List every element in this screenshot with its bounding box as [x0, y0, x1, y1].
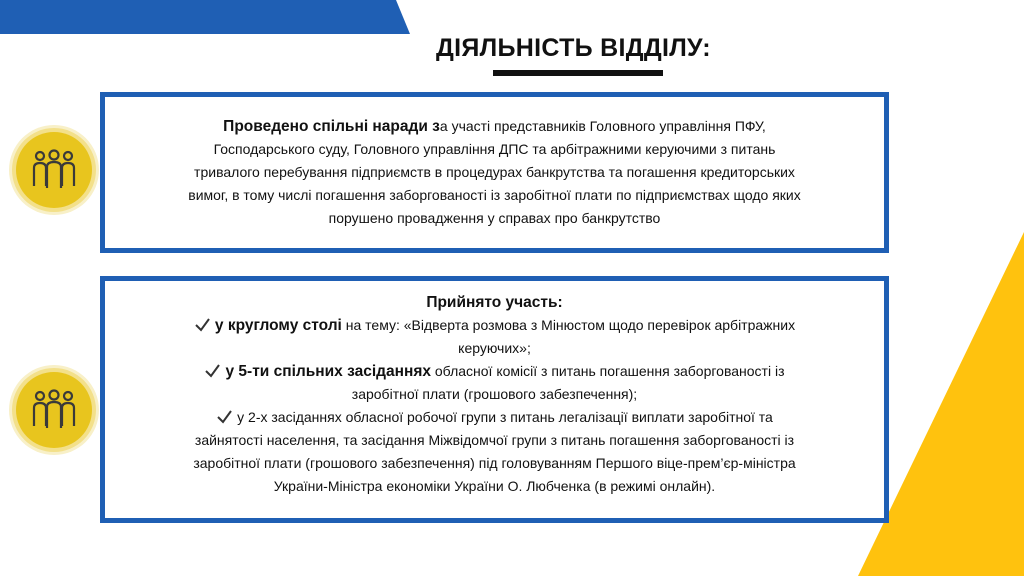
- item-joint-sessions: у 5-ти спільних засіданнях обласної комісії з питань погашення заборгованості із заробітної плати (грошового забезпечення);: [111, 360, 878, 406]
- meetings-lead: Проведено спільні наради з: [223, 118, 440, 135]
- joint-meetings-box: [100, 92, 889, 253]
- item-working-group: у 2-х засіданнях обласної робочої групи з питань легалізації виплати заробітної та зайнятості населення, та засідання Міжвідомчої групи з питань погашення заборгованості із заробітної плати (грошового забезпечення) під головуванням Першого віце-прем’єр-міністра України-Міністра економіки України О. Любченка (в режимі онлайн).: [193, 409, 796, 494]
- top-left-blue-band: [0, 0, 410, 34]
- meetings-text-5: порушено провадження у справах про банкрутство: [328, 210, 661, 226]
- page-title: ДІЯЛЬНІСТЬ ВІДДІЛУ:: [436, 34, 711, 62]
- meetings-text-3: тривалого перебування підприємств в процедурах банкрутства та погашення кредиторських: [194, 164, 795, 180]
- people-group-icon: [16, 132, 92, 208]
- meetings-text-4: вимог, в тому числі погашення заборгованості із заробітної плати по підприємствах щодо яких: [188, 187, 801, 203]
- participation-heading: Прийнято участь:: [426, 294, 563, 311]
- meetings-text-2: Господарського суду, Головного управління ДПС та арбітражними керуючими з питань: [213, 141, 776, 157]
- title-underline: [493, 70, 663, 76]
- item-round-table: у круглому столі на тему: «Відверта розмова з Мінюстом щодо перевірок арбітражних керуючих»;: [111, 314, 878, 360]
- meetings-paragraph: [109, 115, 880, 230]
- participation-box: [100, 276, 889, 523]
- check-icon: [194, 317, 211, 332]
- check-icon: [204, 363, 221, 378]
- people-group-icon: [16, 372, 92, 448]
- meetings-text-1: а участі представників Головного управління ПФУ,: [439, 118, 766, 134]
- check-icon: [216, 409, 233, 424]
